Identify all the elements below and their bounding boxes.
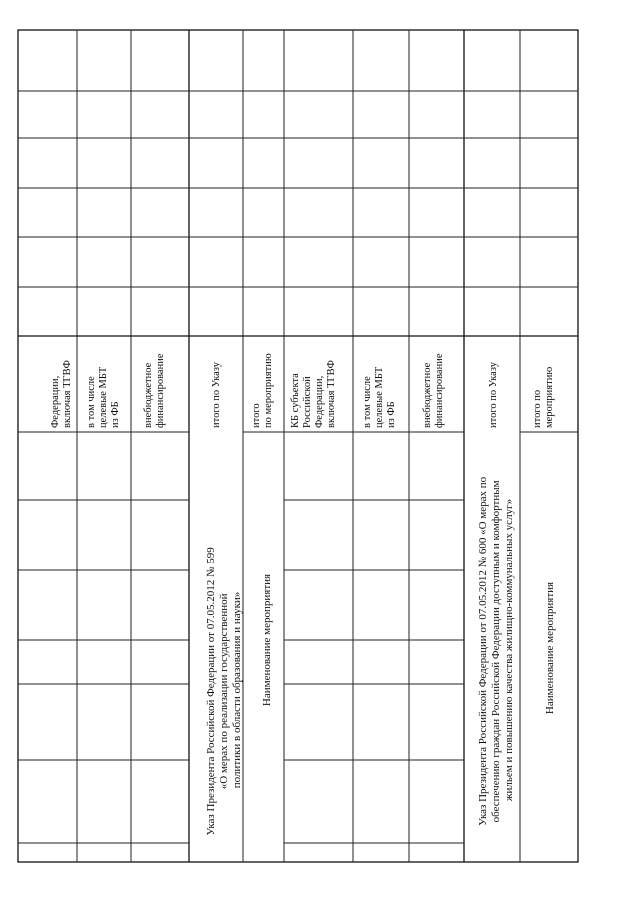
row-label-0: Федерации,включая ТГВФ [50, 360, 73, 428]
row-label-5: КБ субъектаРоссийскойФедерации,включая ТГВФ [290, 360, 337, 428]
row-label-6: в том числецелевые МБТиз ФБ [362, 366, 397, 428]
row-label-7: внебюджетноефинансирование [422, 353, 445, 428]
row-label-8: итого по Указу [488, 361, 499, 428]
row-label-4: итогопо мероприятию [251, 353, 274, 428]
row-labels [50, 353, 555, 428]
decree-599-title: Указ Президента Российской Федерации от 07.05.2012 № 599 «О мерах по реализации государственной политики в области образования и науки» [205, 547, 243, 836]
row-label-9: итого помероприятию [532, 366, 555, 428]
event-header-2: Наименование мероприятия [544, 581, 556, 715]
event-header-1: Наименование мероприятия [261, 573, 273, 707]
row-label-2: внебюджетноефинансирование [143, 353, 166, 428]
row-label-3: итого по Указу [211, 361, 222, 428]
decree-600-title: Указ Президента Российской Федерации от 07.05.2012 № 600 «О мерах по обеспечению граждан Российской Федерации доступным и комфортным жильем и повышению качества жилищно-коммунальных услуг» [477, 476, 515, 826]
row-dividers [77, 30, 520, 862]
row-label-1: в том числецелевые МБТиз ФБ [86, 366, 121, 428]
